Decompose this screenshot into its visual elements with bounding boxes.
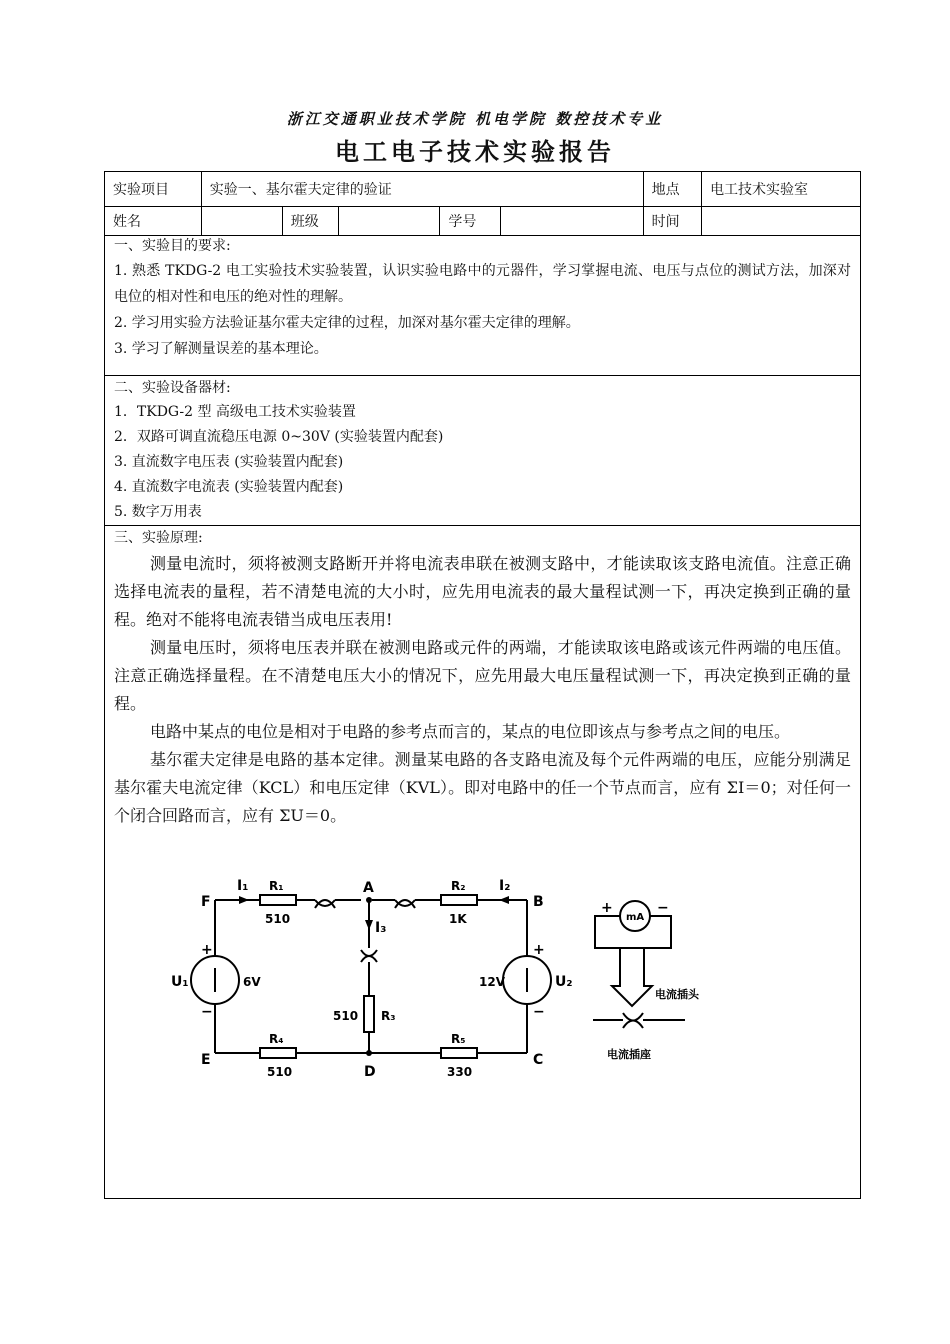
r4-value: 510 xyxy=(267,1065,293,1079)
purpose-item: 2. 学习用实验方法验证基尔霍夫定律的过程，加深对基尔霍夫定律的理解。 xyxy=(114,315,580,331)
r3-name: R₃ xyxy=(381,1009,396,1023)
meter-plus: + xyxy=(601,900,613,916)
name-value[interactable] xyxy=(201,207,282,236)
equipment-title: 二、实验设备器材: xyxy=(114,380,231,396)
meter-minus: − xyxy=(657,900,669,916)
report-title: 电工电子技术实验报告 xyxy=(335,137,615,166)
location-value: 电工技术实验室 xyxy=(702,172,861,207)
info-row-student xyxy=(105,207,861,236)
current-i2-label: I₂ xyxy=(499,878,511,894)
u2-plus: + xyxy=(533,942,545,958)
location-label: 地点 xyxy=(643,172,701,207)
r1-name: R₁ xyxy=(269,879,284,893)
purpose-item: 1. 熟悉 TKDG-2 电工实验技术实验装置，认识实验电路中的元器件，学习掌握电流、电压与点位的测试方法，加深对电位的相对性和电压的绝对性的理解。 xyxy=(114,263,851,305)
equipment-section xyxy=(104,376,861,526)
node-b-label: B xyxy=(533,894,544,910)
equipment-item: 4. 直流数字电流表 (实验装置内配套) xyxy=(114,479,344,495)
r2-name: R₂ xyxy=(451,879,466,893)
r5-value: 330 xyxy=(447,1065,473,1079)
principle-section xyxy=(104,526,861,1199)
time-label: 时间 xyxy=(643,207,701,236)
principle-paragraph: 测量电流时，须将被测支路断开并将电流表串联在被测支路中，才能读取该支路电流值。注意正确选择电流表的量程，若不清楚电流的大小时，应先用电流表的最大量程试测一下，再决定换到正确的量程。绝对不能将电流表错当成电压表用! xyxy=(114,554,851,629)
r1-value: 510 xyxy=(265,912,291,926)
u2-name: U₂ xyxy=(555,974,573,990)
u1-plus: + xyxy=(201,942,213,958)
u2-minus: − xyxy=(533,1004,545,1020)
r5-name: R₅ xyxy=(451,1032,466,1046)
principle-title: 三、实验原理: xyxy=(114,530,203,546)
info-row-project xyxy=(105,172,861,207)
purpose-title: 一、实验目的要求: xyxy=(114,238,231,254)
id-label: 学号 xyxy=(440,207,500,236)
node-e-label: E xyxy=(201,1052,211,1068)
node-a-label: A xyxy=(363,880,374,896)
circuit-diagram xyxy=(165,868,725,1088)
equipment-item: 2．双路可调直流稳压电源 0~30V (实验装置内配套) xyxy=(114,429,444,445)
u2-value: 12V xyxy=(479,975,505,989)
name-label: 姓名 xyxy=(105,207,202,236)
school-header: 浙江交通职业技术学院 机电学院 数控技术专业 xyxy=(286,110,664,128)
project-label: 实验项目 xyxy=(105,172,202,207)
r4-name: R₄ xyxy=(269,1032,284,1046)
id-value[interactable] xyxy=(500,207,643,236)
equipment-item: 1．TKDG-2 型 高级电工技术实验装置 xyxy=(114,404,356,420)
u1-minus: − xyxy=(201,1004,213,1020)
node-f-label: F xyxy=(201,894,211,910)
purpose-item: 3. 学习了解测量误差的基本理论。 xyxy=(114,341,328,357)
node-c-label: C xyxy=(533,1052,544,1068)
node-d-label: D xyxy=(364,1064,376,1080)
current-i1-label: I₁ xyxy=(237,878,249,894)
time-value[interactable] xyxy=(702,207,861,236)
principle-paragraph: 电路中某点的电位是相对于电路的参考点而言的，某点的电位即该点与参考点之间的电压。 xyxy=(150,722,791,741)
equipment-item: 3. 直流数字电压表 (实验装置内配套) xyxy=(114,454,344,470)
principle-paragraph: 基尔霍夫定律是电路的基本定律。测量某电路的各支路电流及每个元件两端的电压，应能分别满足基尔霍夫电流定律（KCL）和电压定律（KVL）。即对电路中的任一个节点而言，应有 ΣI＝0；对任何一个闭合回路而言，应有 ΣU＝0。 xyxy=(114,750,851,825)
milliammeter-icon: mA xyxy=(626,912,645,923)
u1-value: 6V xyxy=(243,975,261,989)
u1-name: U₁ xyxy=(171,974,189,990)
r2-value: 1K xyxy=(449,912,467,926)
purpose-section xyxy=(104,234,861,376)
plug-label: 电流插头 xyxy=(655,988,699,1001)
r3-value: 510 xyxy=(333,1009,359,1023)
current-i3-label: I₃ xyxy=(375,920,387,936)
class-value[interactable] xyxy=(339,207,440,236)
equipment-item: 5. 数字万用表 xyxy=(114,504,202,520)
socket-label: 电流插座 xyxy=(607,1048,651,1061)
info-table xyxy=(104,171,861,236)
class-label: 班级 xyxy=(282,207,339,236)
project-value: 实验一、基尔霍夫定律的验证 xyxy=(201,172,643,207)
principle-paragraph: 测量电压时，须将电压表并联在被测电路或元件的两端，才能读取该电路或该元件两端的电压值。注意正确选择量程。在不清楚电压大小的情况下，应先用最大电压量程试测一下，再决定换到正确的量程。 xyxy=(114,638,851,713)
